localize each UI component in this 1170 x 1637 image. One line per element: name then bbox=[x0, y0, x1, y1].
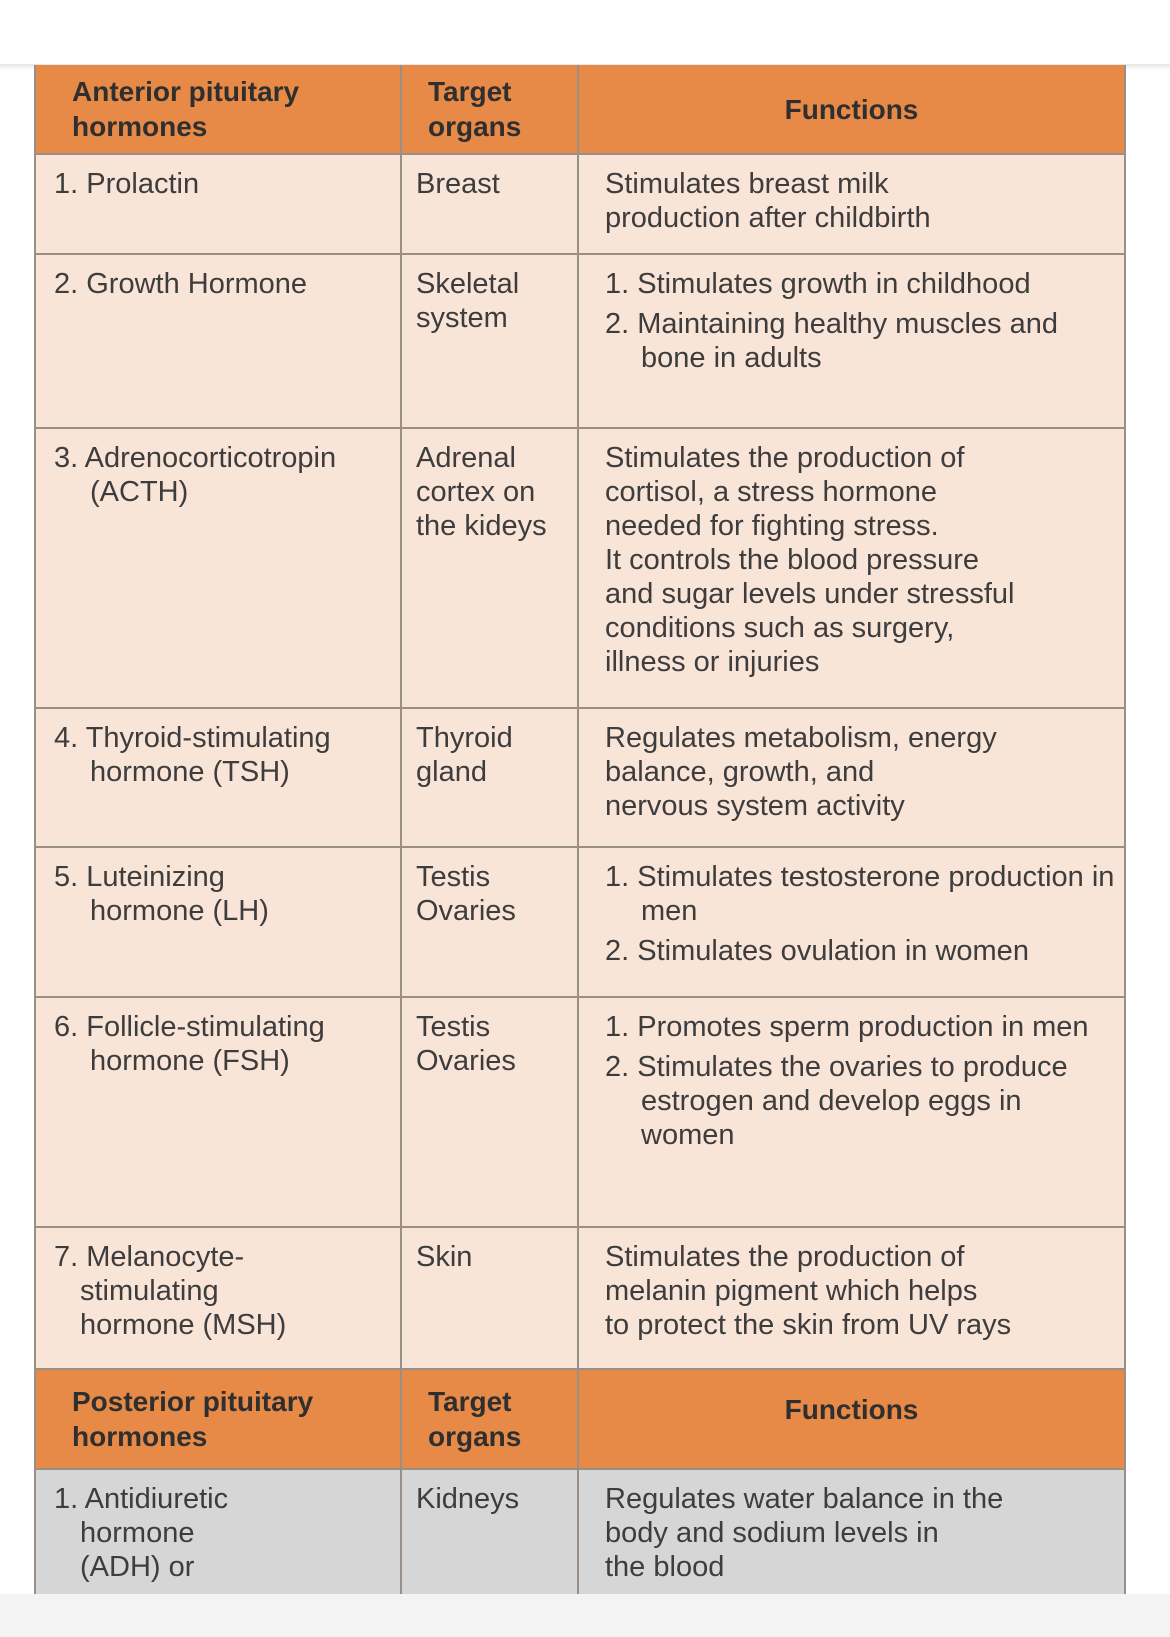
function-item: 1. Stimulates testosterone production in men bbox=[605, 861, 1115, 927]
function-text: Stimulates the production of bbox=[605, 1241, 965, 1273]
hormone-name: stimulating bbox=[80, 1275, 219, 1307]
hormone-name: 1. Antidiuretic bbox=[54, 1483, 229, 1515]
target-cell bbox=[402, 155, 579, 255]
function-item: 1. Stimulates growth in childhood bbox=[605, 268, 1031, 300]
header-text: Anterior pituitary bbox=[72, 76, 300, 107]
function-text: body and sodium levels in bbox=[605, 1517, 939, 1549]
function-text: melanin pigment which helps bbox=[605, 1275, 978, 1307]
header-text: Target bbox=[428, 76, 512, 107]
target-cell bbox=[402, 848, 579, 998]
header-target-organs bbox=[402, 65, 579, 155]
target-organ: Skeletal bbox=[416, 268, 520, 300]
hormone-name: hormone bbox=[80, 1517, 195, 1549]
header-text: Target bbox=[428, 1386, 512, 1417]
hormone-name: hormone (MSH) bbox=[80, 1309, 287, 1341]
target-organ: Thyroid bbox=[416, 722, 513, 754]
target-cell bbox=[402, 255, 579, 429]
function-cell bbox=[579, 429, 1126, 709]
header-text: hormones bbox=[72, 111, 208, 142]
hormone-name: 3. Adrenocorticotropin bbox=[54, 442, 337, 474]
header-anterior-hormones bbox=[34, 65, 402, 155]
target-organ: Ovaries bbox=[416, 1045, 516, 1077]
hormone-cell bbox=[34, 709, 402, 848]
hormone-name: 1. Prolactin bbox=[54, 168, 200, 200]
function-text: Regulates water balance in the bbox=[605, 1483, 1004, 1515]
function-text: It controls the blood pressure bbox=[605, 544, 979, 576]
hormone-name: (ACTH) bbox=[90, 476, 189, 508]
function-item: 2. Stimulates ovulation in women bbox=[605, 935, 1029, 967]
target-cell bbox=[402, 429, 579, 709]
header-text: Functions bbox=[784, 1394, 919, 1425]
header-functions bbox=[579, 65, 1126, 155]
function-text: to protect the skin from UV rays bbox=[605, 1309, 1012, 1341]
header-posterior-hormones bbox=[34, 1370, 402, 1470]
function-item: 2. Maintaining healthy muscles and bone in adults bbox=[605, 308, 1058, 374]
header-text: Posterior pituitary bbox=[72, 1386, 314, 1417]
function-text: production after childbirth bbox=[605, 202, 931, 234]
function-text: and sugar levels under stressful bbox=[605, 578, 1015, 610]
function-list bbox=[605, 1010, 1116, 1152]
target-organ: Adrenal bbox=[416, 442, 516, 474]
function-cell bbox=[579, 709, 1126, 848]
target-organ: cortex on bbox=[416, 476, 536, 508]
target-organ: Skin bbox=[416, 1241, 473, 1273]
function-text: conditions such as surgery, bbox=[605, 612, 955, 644]
header-text: hormones bbox=[72, 1421, 208, 1452]
hormone-name: (ADH) or bbox=[80, 1551, 195, 1583]
target-organ: Breast bbox=[416, 168, 500, 200]
hormone-cell bbox=[34, 998, 402, 1228]
header-functions bbox=[579, 1370, 1126, 1470]
hormone-name: hormone (LH) bbox=[90, 895, 269, 927]
hormone-cell bbox=[34, 848, 402, 998]
header-text: Functions bbox=[784, 93, 919, 125]
hormone-name: 5. Luteinizing bbox=[54, 861, 225, 893]
target-organ: Ovaries bbox=[416, 895, 516, 927]
target-cell bbox=[402, 1470, 579, 1594]
hormone-name: 2. Growth Hormone bbox=[54, 268, 308, 300]
header-target-organs bbox=[402, 1370, 579, 1470]
function-text: Stimulates breast milk bbox=[605, 168, 889, 200]
target-organ: system bbox=[416, 302, 508, 334]
function-text: nervous system activity bbox=[605, 790, 905, 822]
target-cell bbox=[402, 998, 579, 1228]
hormone-name: hormone (FSH) bbox=[90, 1045, 290, 1077]
header-text: organs bbox=[428, 1421, 522, 1452]
target-organ: gland bbox=[416, 756, 487, 788]
function-text: illness or injuries bbox=[605, 646, 820, 678]
function-item: 2. Stimulates the ovaries to produce estrogen and develop eggs in women bbox=[605, 1051, 1068, 1151]
target-cell bbox=[402, 709, 579, 848]
hormone-name: 6. Follicle-stimulating bbox=[54, 1011, 325, 1043]
target-organ: Kidneys bbox=[416, 1483, 520, 1515]
hormone-cell bbox=[34, 1470, 402, 1594]
function-cell bbox=[579, 1228, 1126, 1370]
function-text: balance, growth, and bbox=[605, 756, 875, 788]
target-organ: Testis bbox=[416, 1011, 491, 1043]
function-text: Regulates metabolism, energy bbox=[605, 722, 997, 754]
target-organ: the kideys bbox=[416, 510, 547, 542]
function-cell bbox=[579, 155, 1126, 255]
hormone-cell bbox=[34, 429, 402, 709]
target-organ: Testis bbox=[416, 861, 491, 893]
function-text: cortisol, a stress hormone bbox=[605, 476, 938, 508]
function-item: 1. Promotes sperm production in men bbox=[605, 1011, 1089, 1043]
hormone-cell bbox=[34, 1228, 402, 1370]
function-cell bbox=[579, 1470, 1126, 1594]
function-text: needed for fighting stress. bbox=[605, 510, 939, 542]
function-cell bbox=[579, 848, 1126, 998]
hormone-table bbox=[34, 65, 1126, 1594]
function-cell bbox=[579, 255, 1126, 429]
hormone-name: hormone (TSH) bbox=[90, 756, 290, 788]
hormone-cell bbox=[34, 255, 402, 429]
function-cell bbox=[579, 998, 1126, 1228]
function-text: Stimulates the production of bbox=[605, 442, 965, 474]
function-list bbox=[605, 267, 1116, 375]
hormone-name: 7. Melanocyte- bbox=[54, 1241, 245, 1273]
target-cell bbox=[402, 1228, 579, 1370]
hormone-cell bbox=[34, 155, 402, 255]
function-list bbox=[605, 860, 1116, 968]
hormone-name: 4. Thyroid-stimulating bbox=[54, 722, 331, 754]
bottom-strip bbox=[0, 1594, 1170, 1637]
function-text: the blood bbox=[605, 1551, 725, 1583]
header-text: organs bbox=[428, 111, 522, 142]
